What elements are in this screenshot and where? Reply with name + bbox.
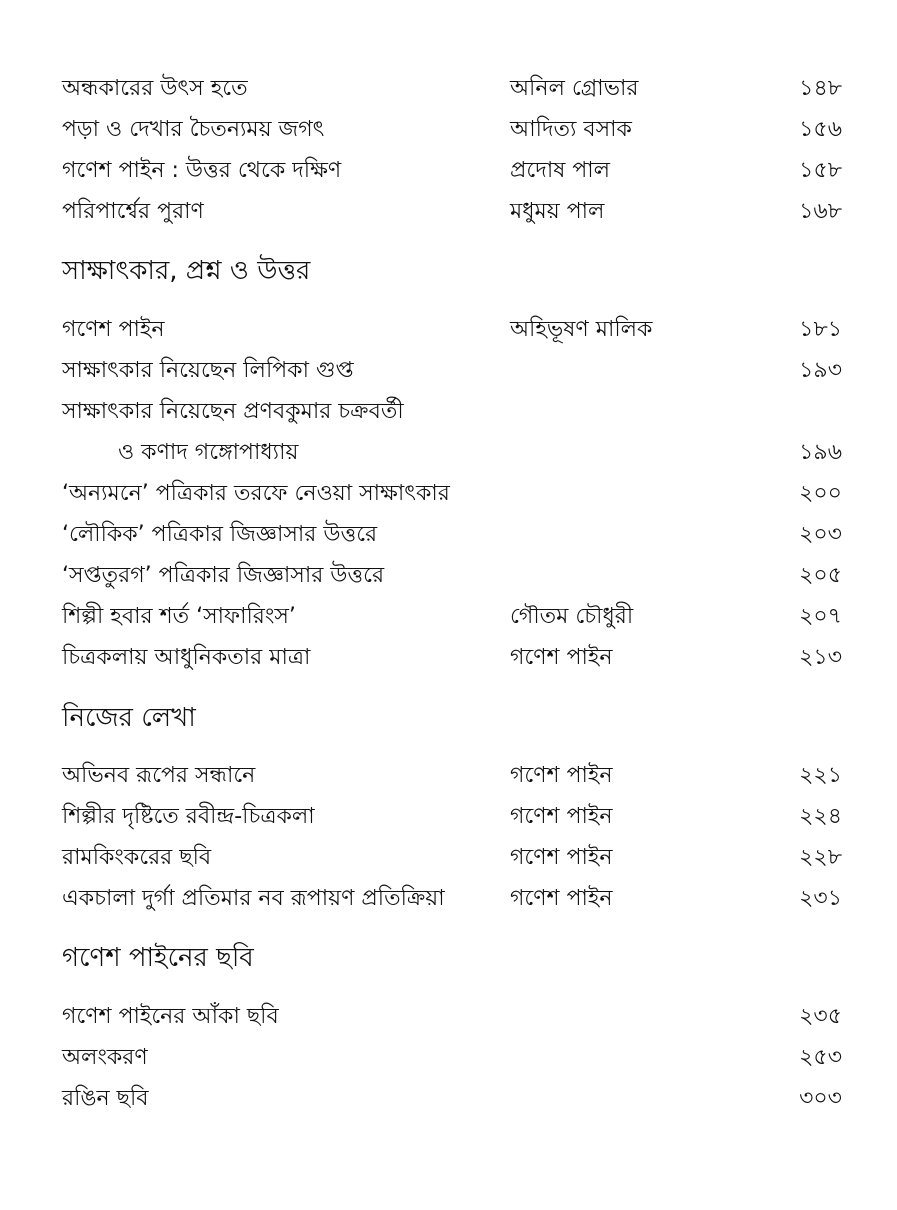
entry-title: গণেশ পাইন : উত্তর থেকে দক্ষিণ xyxy=(62,158,342,183)
entry-page-number: ১৫৮ xyxy=(799,158,842,183)
toc-entry xyxy=(0,477,897,511)
entry-title: ‘সপ্ততুরগ’ পত্রিকার জিজ্ঞাসার উত্তরে xyxy=(62,563,385,588)
entry-title: শিল্পীর দৃষ্টিতে রবীন্দ্র-চিত্রকলা xyxy=(62,804,315,829)
entry-title: রঙিন ছবি xyxy=(62,1086,149,1111)
entry-page-number: ২৩৫ xyxy=(799,1004,842,1029)
entry-page-number: ২৫৩ xyxy=(799,1045,842,1070)
entry-page-number: ২০০ xyxy=(799,481,842,506)
toc-entry xyxy=(0,600,897,634)
entry-author: গণেশ পাইন xyxy=(510,804,613,829)
entry-title: অভিনব রূপের সন্ধানে xyxy=(62,763,256,788)
toc-entry xyxy=(0,559,897,593)
toc-entry xyxy=(0,354,897,388)
entry-title: ও কণাদ গঙ্গোপাধ্যায় xyxy=(118,440,299,465)
entry-title: ‘অন্যমনে’ পত্রিকার তরফে নেওয়া সাক্ষাৎকার xyxy=(62,481,450,506)
entry-title: সাক্ষাৎকার নিয়েছেন লিপিকা গুপ্ত xyxy=(62,358,354,383)
toc-entry xyxy=(0,436,897,470)
entry-page-number: ১৪৮ xyxy=(799,76,842,101)
entry-title: অন্ধকারের উৎস হতে xyxy=(62,76,248,101)
entry-author: অনিল গ্রোভার xyxy=(510,76,639,101)
entry-author: গণেশ পাইন xyxy=(510,645,613,670)
entry-page-number: ১৬৮ xyxy=(799,199,842,224)
entry-author: প্রদোষ পাল xyxy=(510,158,611,183)
toc-entry xyxy=(0,72,897,106)
entry-title: ‘লৌকিক’ পত্রিকার জিজ্ঞাসার উত্তরে xyxy=(62,522,378,547)
entry-title: চিত্রকলায় আধুনিকতার মাত্রা xyxy=(62,645,311,670)
toc-entry xyxy=(0,1041,897,1075)
toc-entry xyxy=(0,841,897,875)
entry-page-number: ২০৭ xyxy=(799,604,842,629)
entry-page-number: ১৮১ xyxy=(799,317,842,342)
section-heading: নিজের লেখা xyxy=(62,703,196,733)
toc-entry xyxy=(0,882,897,916)
entry-page-number: ১৯৬ xyxy=(799,440,842,465)
entry-title: রামকিংকরের ছবি xyxy=(62,845,212,870)
entry-title: গণেশ পাইন xyxy=(62,317,165,342)
toc-entry xyxy=(0,313,897,347)
entry-title: একচালা দুর্গা প্রতিমার নব রূপায়ণ প্রতিক্রিয়া xyxy=(62,886,445,911)
entry-page-number: ২২৮ xyxy=(799,845,842,870)
entry-title: সাক্ষাৎকার নিয়েছেন প্রণবকুমার চক্রবর্তী xyxy=(62,399,404,424)
entry-title: অলংকরণ xyxy=(62,1045,148,1070)
entry-title: শিল্পী হবার শর্ত ‘সাফারিংস’ xyxy=(62,604,296,629)
entry-author: গণেশ পাইন xyxy=(510,763,613,788)
entry-author: আদিত্য বসাক xyxy=(510,117,632,142)
toc-entry xyxy=(0,395,897,429)
toc-entry xyxy=(0,518,897,552)
entry-title: পরিপার্শ্বের পুরাণ xyxy=(62,199,204,224)
section-heading: সাক্ষাৎকার, প্রশ্ন ও উত্তর xyxy=(62,256,311,286)
entry-title: গণেশ পাইনের আঁকা ছবি xyxy=(62,1004,279,1029)
entry-page-number: ২২৪ xyxy=(799,804,842,829)
entry-author: মধুময় পাল xyxy=(510,199,605,224)
entry-page-number: ২১৩ xyxy=(799,645,842,670)
entry-page-number: ২৩১ xyxy=(799,886,842,911)
section-heading: গণেশ পাইনের ছবি xyxy=(62,943,254,973)
entry-author: অহিভূষণ মালিক xyxy=(510,317,653,342)
toc-entry xyxy=(0,195,897,229)
entry-page-number: ১৯৩ xyxy=(799,358,842,383)
entry-author: গণেশ পাইন xyxy=(510,845,613,870)
entry-author: গণেশ পাইন xyxy=(510,886,613,911)
toc-entry xyxy=(0,113,897,147)
entry-page-number: ২০৫ xyxy=(799,563,842,588)
entry-page-number: ১৫৬ xyxy=(799,117,842,142)
entry-author: গৌতম চৌধুরী xyxy=(510,604,634,629)
toc-entry xyxy=(0,759,897,793)
toc-entry xyxy=(0,154,897,188)
toc-entry xyxy=(0,641,897,675)
toc-entry xyxy=(0,800,897,834)
entry-page-number: ২২১ xyxy=(799,763,842,788)
toc-entry xyxy=(0,1082,897,1116)
entry-page-number: ৩০৩ xyxy=(799,1086,842,1111)
entry-title: পড়া ও দেখার চৈতন্যময় জগৎ xyxy=(62,117,325,142)
toc-entry xyxy=(0,1000,897,1034)
entry-page-number: ২০৩ xyxy=(799,522,842,547)
